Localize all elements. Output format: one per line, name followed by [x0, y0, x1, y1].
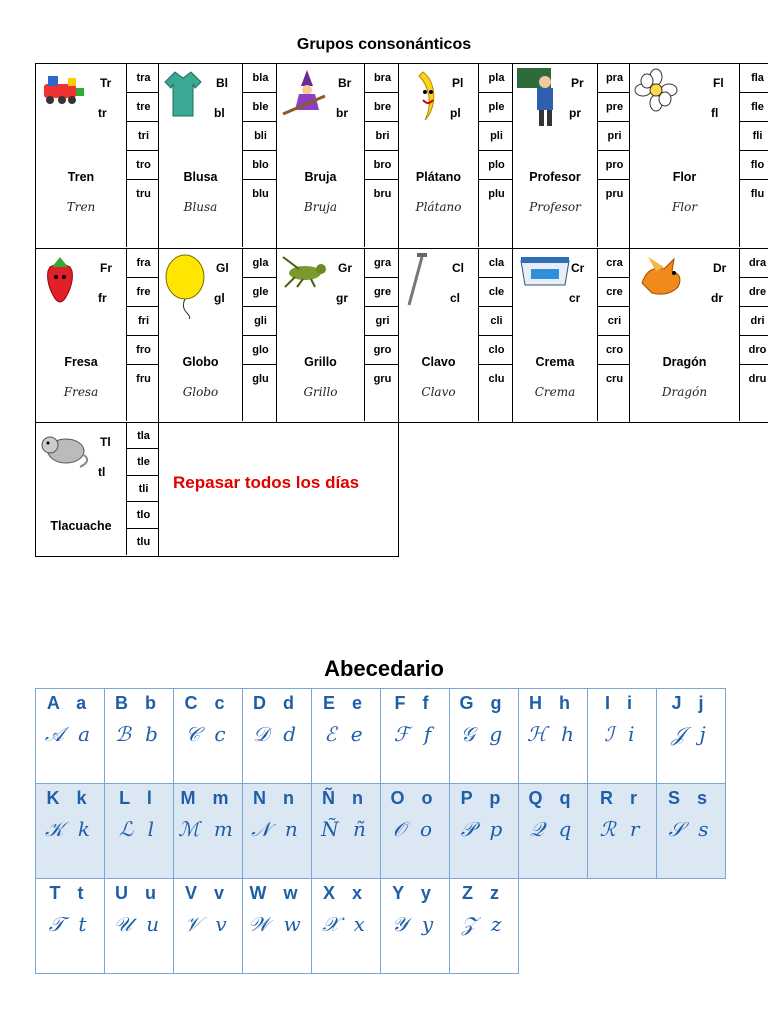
opossum-icon: [40, 427, 92, 476]
group-uppercase: Fr: [100, 261, 112, 275]
syllable-dro: dro: [740, 336, 768, 365]
syllable-clo: clo: [479, 336, 514, 365]
alphabet-row: [35, 878, 725, 973]
letter-print: J j: [671, 692, 710, 713]
balloon-icon: [163, 253, 209, 324]
group-word-cursive: Clavo: [421, 385, 456, 399]
syllable-column: [478, 64, 514, 247]
letter-card: [173, 783, 243, 879]
group-lowercase: fr: [98, 291, 107, 305]
syllable-column: [126, 64, 160, 247]
cricket-icon: [281, 253, 333, 294]
group-word-cursive: Profesor: [529, 200, 581, 214]
group-word: Tren: [67, 170, 95, 184]
letter-card: [242, 878, 312, 974]
group-word-cursive: Dragón: [661, 385, 708, 399]
letter-print: M m: [180, 787, 235, 808]
letter-card: [449, 688, 519, 784]
syllable-column: [126, 249, 160, 421]
group-word: Grillo: [304, 355, 337, 369]
syllable-fle: fle: [740, 93, 768, 122]
letter-print: P p: [460, 787, 507, 808]
letter-print: R r: [599, 787, 643, 808]
cream-tub-icon: [517, 253, 573, 294]
group-word: Blusa: [183, 170, 218, 184]
letter-print: W w: [249, 882, 304, 903]
group-uppercase: Dr: [713, 261, 727, 275]
syllable-bli: bli: [243, 122, 278, 151]
group-word-cursive: Blusa: [183, 200, 218, 214]
alphabet-title: Abecedario: [324, 656, 444, 681]
group-lowercase: cl: [450, 291, 461, 305]
letter-cursive: 𝒫 p: [460, 816, 507, 841]
group-uppercase: Br: [338, 76, 352, 90]
syllable-gle: gle: [243, 278, 278, 307]
letter-card: [35, 783, 105, 879]
syllable-pre: pre: [598, 93, 631, 122]
group-word-cursive: Plátano: [415, 200, 462, 214]
group-word: Clavo: [421, 355, 456, 369]
letter-print: N n: [253, 787, 300, 808]
group-lowercase: dr: [711, 291, 723, 305]
syllable-pla: pla: [479, 64, 514, 93]
group-word: Profesor: [529, 170, 581, 184]
group-word: Crema: [535, 355, 575, 369]
syllable-ple: ple: [479, 93, 514, 122]
syllable-plo: plo: [479, 151, 514, 180]
group-card-pr: [512, 63, 630, 249]
letter-cursive: ℰ e: [324, 721, 367, 746]
letter-print: V v: [184, 882, 231, 903]
group-word: Fresa: [64, 355, 98, 369]
letter-cursive: ℒ l: [118, 816, 159, 841]
letter-card: [311, 688, 381, 784]
letter-cursive: 𝒴 y: [391, 911, 438, 936]
syllable-dra: dra: [740, 249, 768, 278]
group-uppercase: Gr: [338, 261, 353, 275]
group-word-cursive: Crema: [534, 385, 576, 399]
letter-cursive: ℬ b: [115, 721, 162, 746]
group-lowercase: fl: [711, 106, 719, 120]
letter-cursive: 𝒢 g: [460, 721, 507, 746]
letter-print: H h: [529, 692, 576, 713]
syllable-fri: fri: [127, 307, 160, 336]
group-lowercase: tl: [98, 465, 106, 479]
syllable-gra: gra: [365, 249, 400, 278]
letter-cursive: 𝒦 k: [44, 816, 95, 841]
letter-print: U u: [115, 882, 162, 903]
letter-card: [35, 688, 105, 784]
letter-cursive: ℱ f: [393, 721, 436, 746]
syllable-column: [126, 423, 160, 555]
letter-card: [104, 783, 174, 879]
syllable-blo: blo: [243, 151, 278, 180]
syllable-fru: fru: [136, 373, 151, 385]
letter-print: L l: [119, 787, 158, 808]
letter-card: [380, 783, 450, 879]
syllable-bru: bru: [373, 188, 392, 200]
group-uppercase: Gl: [216, 261, 229, 275]
syllable-cri: cri: [598, 307, 631, 336]
syllable-bro: bro: [365, 151, 400, 180]
consonant-groups-grid: [35, 63, 768, 557]
syllable-bra: bra: [365, 64, 400, 93]
group-card-dr: [629, 248, 768, 423]
teacher-icon: [517, 68, 563, 133]
syllable-fla: fla: [740, 64, 768, 93]
letter-cursive: 𝒮 s: [668, 816, 713, 841]
letter-print: D d: [253, 692, 300, 713]
syllable-glu: glu: [252, 373, 269, 385]
letter-cursive: 𝒞 c: [185, 721, 230, 746]
syllable-column: [364, 249, 400, 421]
syllable-fli: fli: [740, 122, 768, 151]
group-lowercase: gr: [336, 291, 348, 305]
letter-card: [242, 783, 312, 879]
letter-print: B b: [115, 692, 162, 713]
syllable-tlo: tlo: [127, 502, 160, 528]
letter-cursive: 𝒰 u: [113, 911, 164, 936]
letter-cursive: 𝒩 n: [251, 816, 302, 841]
banana-icon: [403, 68, 443, 129]
review-note: Repasar todos los días: [173, 473, 360, 492]
group-word-cursive: Flor: [671, 200, 698, 214]
syllable-pli: pli: [479, 122, 514, 151]
group-lowercase: gl: [214, 291, 225, 305]
group-word: Bruja: [304, 170, 337, 184]
syllable-bla: bla: [243, 64, 278, 93]
syllable-column: [242, 249, 278, 421]
syllable-column: [739, 249, 768, 421]
letter-card: [380, 688, 450, 784]
witch-icon: [281, 68, 331, 121]
letter-cursive: 𝒲 w: [248, 911, 305, 936]
nail-icon: [403, 253, 429, 312]
letter-card: [656, 688, 726, 784]
group-uppercase: Cr: [571, 261, 585, 275]
group-lowercase: pr: [569, 106, 581, 120]
group-word-cursive: Bruja: [303, 200, 338, 214]
note-box: [158, 422, 399, 557]
syllable-cli: cli: [479, 307, 514, 336]
letter-print: Z z: [462, 882, 505, 903]
syllable-cru: cru: [605, 373, 624, 385]
syllable-bri: bri: [365, 122, 400, 151]
group-word-cursive: Fresa: [63, 385, 99, 399]
syllable-blu: blu: [252, 188, 269, 200]
letter-card: [104, 688, 174, 784]
syllable-bre: bre: [365, 93, 400, 122]
syllable-tri: tri: [127, 122, 160, 151]
letter-cursive: 𝒳 x: [322, 911, 369, 936]
group-card-pl: [398, 63, 513, 249]
letter-card: [35, 878, 105, 974]
group-lowercase: pl: [450, 106, 461, 120]
syllable-pru: pru: [605, 188, 624, 200]
syllable-tli: tli: [127, 476, 160, 502]
letter-cursive: 𝒥 j: [671, 721, 710, 746]
flower-icon: [634, 68, 678, 117]
letter-card: [104, 878, 174, 974]
syllable-cro: cro: [598, 336, 631, 365]
group-word-cursive: Globo: [182, 385, 219, 399]
syllable-column: [597, 64, 631, 247]
letter-print: Y y: [392, 882, 437, 903]
letter-print: S s: [667, 787, 714, 808]
group-word: Dragón: [662, 355, 707, 369]
syllable-tle: tle: [127, 449, 160, 475]
alphabet-row: [35, 688, 725, 783]
syllable-fre: fre: [127, 278, 160, 307]
letter-card: [173, 878, 243, 974]
syllable-fro: fro: [127, 336, 160, 365]
syllable-clu: clu: [488, 373, 505, 385]
strawberry-icon: [40, 253, 80, 314]
letter-card: [587, 783, 657, 879]
group-card-bl: [158, 63, 277, 249]
letter-card: [518, 688, 588, 784]
letter-print: X x: [322, 882, 369, 903]
group-card-gl: [158, 248, 277, 423]
syllable-plu: plu: [488, 188, 505, 200]
group-card-cl: [398, 248, 513, 423]
letter-cursive: ℐ i: [604, 721, 639, 746]
syllable-tre: tre: [127, 93, 160, 122]
syllable-dre: dre: [740, 278, 768, 307]
syllable-pro: pro: [598, 151, 631, 180]
letter-print: G g: [459, 692, 508, 713]
group-uppercase: Pr: [571, 76, 584, 90]
group-card-fl: [629, 63, 768, 249]
group-lowercase: br: [336, 106, 348, 120]
syllable-pri: pri: [598, 122, 631, 151]
syllable-tra: tra: [127, 64, 160, 93]
group-card-cr: [512, 248, 630, 423]
letter-cursive: 𝒵 z: [461, 911, 506, 936]
letter-print: K k: [46, 787, 93, 808]
letter-card: [380, 878, 450, 974]
letter-card: [311, 878, 381, 974]
group-word: Flor: [672, 170, 697, 184]
syllable-column: [364, 64, 400, 247]
syllable-gre: gre: [365, 278, 400, 307]
syllable-ble: ble: [243, 93, 278, 122]
dragon-icon: [634, 253, 688, 306]
letter-print: F f: [394, 692, 435, 713]
letter-print: E e: [322, 692, 369, 713]
group-uppercase: Pl: [452, 76, 464, 90]
letter-print: O o: [390, 787, 439, 808]
group-word: Plátano: [415, 170, 462, 184]
syllable-tru: tru: [136, 188, 151, 200]
letter-cursive: 𝒟 d: [252, 721, 301, 746]
syllable-column: [739, 64, 768, 247]
letter-print: Ñ n: [322, 787, 369, 808]
group-card-fr: [35, 248, 159, 423]
syllable-cra: cra: [598, 249, 631, 278]
consonant-groups-title: Grupos consonánticos: [296, 36, 472, 53]
syllable-flo: flo: [740, 151, 768, 180]
syllable-pra: pra: [598, 64, 631, 93]
alphabet-grid: [35, 688, 725, 973]
syllable-gru: gru: [373, 373, 392, 385]
syllable-tla: tla: [127, 423, 160, 449]
letter-cursive: 𝒜 a: [44, 721, 95, 746]
letter-cursive: 𝒪 o: [393, 816, 436, 841]
group-word: Tlacuache: [50, 519, 112, 533]
letter-cursive: 𝒱 v: [184, 911, 231, 936]
syllable-cre: cre: [598, 278, 631, 307]
group-card-tr: [35, 63, 159, 249]
syllable-glo: glo: [243, 336, 278, 365]
syllable-column: [478, 249, 514, 421]
group-lowercase: bl: [214, 106, 225, 120]
letter-card: [518, 783, 588, 879]
group-uppercase: Tl: [100, 435, 111, 449]
letter-cursive: Ñ ñ: [321, 816, 370, 841]
syllable-gla: gla: [243, 249, 278, 278]
letter-card: [173, 688, 243, 784]
syllable-gro: gro: [365, 336, 400, 365]
letter-print: Q q: [528, 787, 577, 808]
syllable-dri: dri: [740, 307, 768, 336]
letter-print: A a: [46, 692, 93, 713]
syllable-dru: dru: [748, 373, 767, 385]
letter-print: C c: [184, 692, 231, 713]
group-word-cursive: Grillo: [303, 385, 338, 399]
group-uppercase: Bl: [216, 76, 228, 90]
group-card-tl: [35, 422, 159, 557]
syllable-cla: cla: [479, 249, 514, 278]
letter-card: [449, 783, 519, 879]
syllable-cle: cle: [479, 278, 514, 307]
letter-card: [311, 783, 381, 879]
letter-cursive: 𝒬 q: [529, 816, 576, 841]
letter-print: T t: [49, 882, 90, 903]
syllable-tlu: tlu: [136, 535, 151, 548]
group-lowercase: tr: [98, 106, 107, 120]
letter-card: [656, 783, 726, 879]
syllable-column: [242, 64, 278, 247]
alphabet-row: [35, 783, 725, 878]
group-word-cursive: Tren: [66, 200, 96, 214]
syllable-gri: gri: [365, 307, 400, 336]
syllable-column: [597, 249, 631, 421]
letter-cursive: ℛ r: [599, 816, 644, 841]
group-card-br: [276, 63, 399, 249]
group-uppercase: Fl: [713, 76, 724, 90]
group-card-gr: [276, 248, 399, 423]
syllable-fra: fra: [127, 249, 160, 278]
letter-card: [449, 878, 519, 974]
train-icon: [40, 68, 86, 113]
syllable-flu: flu: [750, 188, 765, 200]
group-uppercase: Tr: [100, 76, 112, 90]
group-lowercase: cr: [569, 291, 581, 305]
syllable-gli: gli: [243, 307, 278, 336]
letter-card: [242, 688, 312, 784]
group-uppercase: Cl: [452, 261, 464, 275]
blouse-icon: [163, 68, 203, 125]
letter-print: I i: [604, 692, 638, 713]
letter-card: [587, 688, 657, 784]
group-word: Globo: [182, 355, 219, 369]
letter-cursive: ℳ m: [178, 816, 237, 841]
syllable-tro: tro: [127, 151, 160, 180]
letter-cursive: ℋ h: [526, 721, 578, 746]
letter-cursive: 𝒯 t: [48, 911, 91, 936]
